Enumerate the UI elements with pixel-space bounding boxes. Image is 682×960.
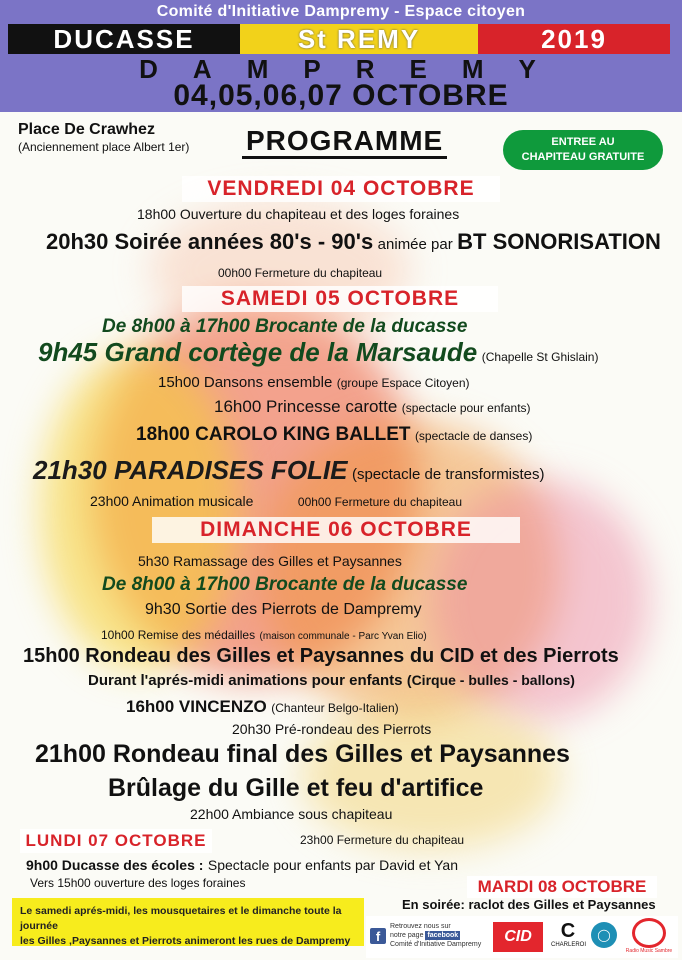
facebook-line2 — [390, 931, 481, 940]
dimanche-line-1: 5h30 Ramassage des Gilles et Paysannes — [138, 553, 402, 569]
ducasse-label: DUCASSE — [8, 24, 240, 54]
samedi-fermeture: 00h00 Fermeture du chapiteau — [297, 495, 462, 509]
event-dates: 04,05,06,07 OCTOBRE — [173, 79, 509, 112]
mardi-line-1: En soirée: raclot des Gilles et Paysannes — [402, 897, 656, 912]
cid-logo: CID — [493, 922, 543, 952]
day-heading-lundi: LUNDI 07 OCTOBRE — [20, 829, 212, 853]
dimanche-line-5: 15h00 Rondeau des Gilles et Paysannes du CID et des Pierrots — [23, 645, 619, 667]
samedi-animation: 23h00 Animation musicale — [90, 493, 254, 509]
dimanche-line-7 — [126, 697, 399, 717]
dimanche-animations: Durant l'aprés-midi animations pour enfants — [88, 672, 403, 689]
samedi-princesse: 16h00 Princesse carotte — [214, 397, 398, 416]
facebook-line1: Retrouvez nous sur — [390, 923, 451, 930]
committee-title: Comité d'Initiative Dampremy - Espace citoyen — [156, 3, 526, 20]
vendredi-line-1: 18h00 Ouverture du chapiteau et des loges foraines — [137, 206, 460, 222]
dimanche-cirque: (Cirque - bulles - ballons) — [406, 672, 575, 688]
day-heading-dimanche: DIMANCHE 06 OCTOBRE — [152, 517, 520, 543]
samedi-line-2 — [38, 337, 598, 368]
samedi-danses: (spectacle de danses) — [414, 429, 533, 443]
facebook-line3: Comité d'Initiative Dampremy — [390, 941, 482, 948]
year-label: 2019 — [478, 24, 670, 54]
dimanche-parc: (maison communale - Parc Yvan Elio) — [259, 631, 427, 642]
radio-ring-icon — [632, 918, 666, 948]
facebook-line2-text: notre page — [390, 932, 424, 939]
vendredi-animee: animée par — [377, 236, 453, 253]
vendredi-soiree: 20h30 Soirée années 80's - 90's — [46, 229, 374, 254]
samedi-groupe: (groupe Espace Citoyen) — [336, 376, 470, 390]
charleroi-logo — [551, 920, 585, 954]
st-remy-label: St REMY — [240, 24, 478, 54]
footer-note-line1: Le samedi aprés-midi, les mousquetaires et le dimanche toute la journée — [20, 905, 342, 932]
dimanche-line-3: 9h30 Sortie des Pierrots de Dampremy — [145, 601, 422, 618]
dimanche-brocante: De 8h00 à 17h00 Brocante de la ducasse — [102, 574, 468, 595]
free-entry-badge — [503, 130, 663, 170]
dimanche-chanteur: (Chanteur Belgo-Italien) — [271, 701, 399, 715]
dimanche-medailles: 10h00 Remise des médailles — [101, 628, 256, 642]
place-name: Place De Crawhez — [18, 121, 155, 138]
dimanche-vincenzo: 16h00 VINCENZO — [126, 697, 267, 716]
facebook-block[interactable] — [370, 920, 482, 954]
day-heading-samedi: SAMEDI 05 OCTOBRE — [182, 286, 498, 312]
lundi-line-1 — [26, 857, 458, 875]
facebook-badge: facebook — [427, 932, 459, 939]
town-name: DAMPREMY — [139, 54, 571, 84]
vendredi-line-2 — [46, 229, 661, 255]
samedi-dansons: 15h00 Dansons ensemble — [158, 374, 333, 391]
facebook-icon[interactable]: f — [370, 928, 386, 944]
free-entry-line1: ENTREE AU — [551, 136, 615, 148]
footer-note — [12, 898, 364, 946]
dimanche-line-4 — [101, 626, 427, 644]
programme-title: PROGRAMME — [242, 126, 447, 159]
samedi-chapelle: (Chapelle St Ghislain) — [481, 350, 599, 364]
lundi-ducasse-ecoles: 9h00 Ducasse des écoles : — [26, 857, 204, 873]
radio-logo — [624, 918, 674, 956]
footer-note-line2: les Gilles ,Paysannes et Pierrots animeront les rues de Dampremy — [20, 935, 351, 947]
samedi-line-3 — [158, 374, 470, 392]
dimanche-line-11: 22h00 Ambiance sous chapiteau — [190, 806, 393, 822]
lundi-spectacle: Spectacle pour enfants par David et Yan — [207, 857, 458, 873]
facebook-text — [390, 922, 481, 949]
place-former-name: (Anciennement place Albert 1er) — [18, 140, 190, 154]
samedi-cortege: 9h45 Grand cortège de la Marsaude — [38, 337, 478, 367]
dimanche-line-8: 20h30 Pré-rondeau des Pierrots — [232, 721, 432, 737]
dimanche-line-6 — [88, 672, 575, 690]
dimanche-rondeau-final: 21h00 Rondeau final des Gilles et Paysannes — [35, 740, 570, 768]
samedi-ballet: 18h00 CAROLO KING BALLET — [136, 424, 411, 445]
sponsor-logos — [366, 916, 678, 958]
day-heading-mardi: MARDI 08 OCTOBRE — [467, 876, 657, 898]
samedi-line-4 — [214, 397, 531, 417]
samedi-paradises: 21h30 PARADISES FOLIE — [33, 455, 348, 485]
radio-logo-text: Radio Music Sambre — [625, 948, 673, 954]
samedi-line-7 — [90, 493, 462, 511]
vendredi-dj: BT SONORISATION — [457, 229, 661, 254]
samedi-transformistes: (spectacle de transformistes) — [351, 466, 545, 483]
round-logo-icon: ◯ — [591, 922, 617, 948]
samedi-brocante: De 8h00 à 17h00 Brocante de la ducasse — [102, 316, 468, 337]
samedi-spectacle-enfants: (spectacle pour enfants) — [401, 401, 531, 415]
charleroi-mark: C — [560, 920, 576, 942]
samedi-line-5 — [136, 424, 532, 446]
dimanche-fermeture: 23h00 Fermeture du chapiteau — [300, 833, 465, 847]
lundi-line-2: Vers 15h00 ouverture des loges foraines — [30, 876, 246, 890]
free-entry-line2: CHAPITEAU GRATUITE — [521, 151, 645, 163]
dimanche-brulage: Brûlage du Gille et feu d'artifice — [108, 774, 484, 802]
day-heading-vendredi: VENDREDI 04 OCTOBRE — [182, 176, 500, 202]
charleroi-text: CHARLEROI — [551, 942, 587, 948]
samedi-line-6 — [33, 455, 545, 486]
vendredi-line-3: 00h00 Fermeture du chapiteau — [218, 266, 383, 280]
